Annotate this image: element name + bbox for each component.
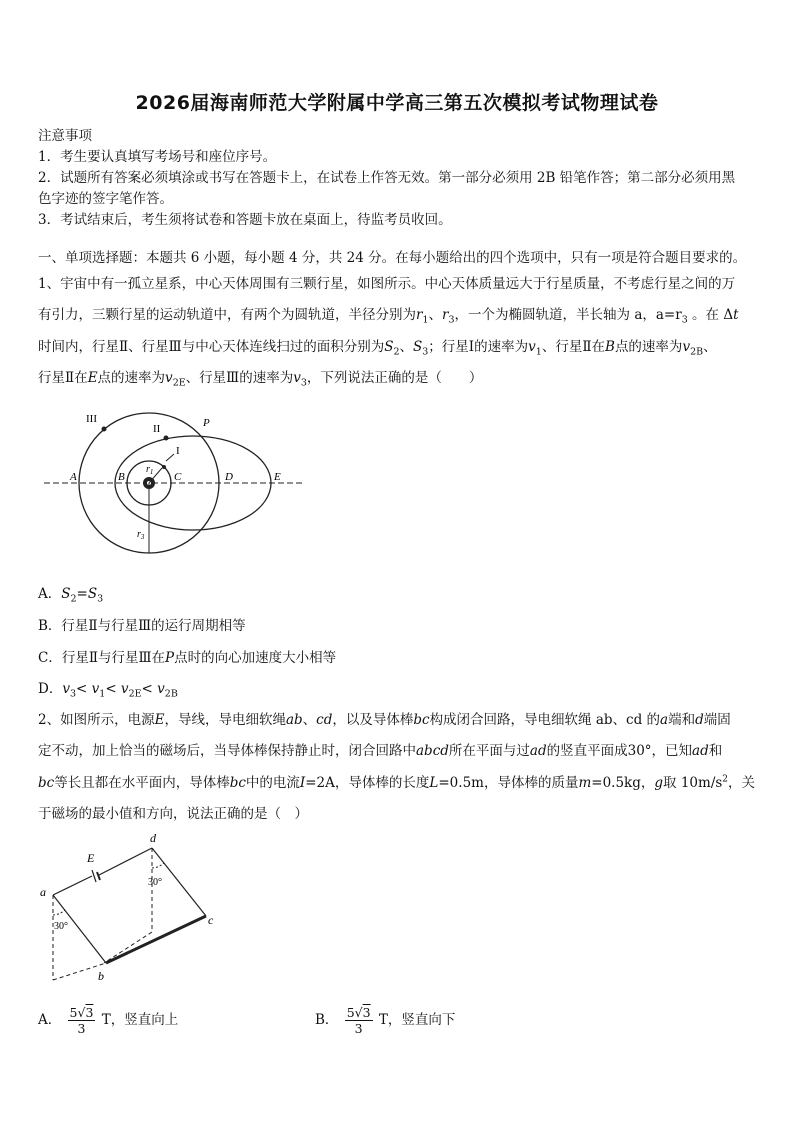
label-r1: $r_1$ <box>146 464 154 476</box>
fraction-a: $\frac{5√3}{3}$ <box>69 1005 94 1036</box>
q2-option-b[interactable]: B． $\frac{5√3}{3}$ T，竖直向下 <box>315 1005 456 1036</box>
label-c: C <box>174 471 182 483</box>
battery-long-plate <box>92 870 96 882</box>
wire-diagram <box>38 830 228 988</box>
planet-iii <box>102 427 107 432</box>
label-b: b <box>98 969 104 983</box>
label-e: E <box>274 471 281 483</box>
q1-line-3: 时间内，行星Ⅱ、行星Ⅲ与中心天体连线扫过的面积分别为$S_2$、$S_3$；行星Ⅰ的速率为$v_1$、行星Ⅱ在B点的速率为$v_{2B}$、 <box>38 339 717 358</box>
label-a: a <box>40 885 46 899</box>
planet-i <box>162 465 166 469</box>
label-d: d <box>150 831 156 845</box>
label-angle-a: 30° <box>54 921 68 932</box>
page-title: 2026届海南师范大学附属中学高三第五次模拟考试物理试卷 <box>135 92 659 114</box>
q2-line-4: 于磁场的最小值和方向，说法正确的是（ ） <box>38 806 308 822</box>
q1-option-c[interactable]: C．行星Ⅱ与行星Ⅲ在P点时的向心加速度大小相等 <box>38 650 337 666</box>
notice-item-3: 3．考试结束后，考生须将试卷和答题卡放在桌面上，待监考员收回。 <box>38 212 452 228</box>
orbit-diagram <box>38 402 318 557</box>
q1-option-a[interactable]: A．$S_2=S_3$ <box>38 586 104 605</box>
q1-option-d[interactable]: D．$v_3< v_1< v_{2E}< v_{2B}$ <box>38 681 178 700</box>
label-r3: $r_3$ <box>137 529 145 541</box>
notice-item-1: 1．考生要认真填写考场号和座位序号。 <box>38 149 277 165</box>
section-1-heading: 一、单项选择题：本题共 6 小题，每小题 4 分，共 24 分。在每小题给出的四个选项中，只有一项是符合题目要求的。 <box>38 250 747 266</box>
notice-heading: 注意事项 <box>38 128 92 144</box>
diagonal-dash <box>104 932 152 963</box>
angle-arc-d <box>152 863 164 868</box>
q2-line-2: 定不动，加上恰当的磁场后，当导体棒保持静止时，闭合回路中abcd所在平面与过ad的竖直平面成30°，已知ad和 <box>38 743 723 759</box>
q2-option-a[interactable]: A． $\frac{5√3}{3}$ T，竖直向上 <box>38 1005 179 1036</box>
q2-line-3: bc等长且都在水平面内，导体棒bc中的电流I=2A，导体棒的长度L=0.5m，导体棒的质量m=0.5kg，g取 $10m/s^2$，关 <box>38 774 756 791</box>
notice-item-2-cont: 色字迹的签字笔作答。 <box>38 191 173 207</box>
label-a: A <box>70 471 77 483</box>
label-iii: III <box>86 413 97 425</box>
label-c: c <box>208 913 214 927</box>
q1-line-2: 有引力，三颗行星的运动轨道中，有两个为圆轨道，半径分别为$r_1$、$r_3$，一个为椭圆轨道，半长轴为 a，$a=r_3$ 。在 Δt <box>38 307 739 326</box>
planet-i-pointer <box>166 454 174 461</box>
q1-line-4: 行星Ⅱ在E点的速率为$v_{2E}$、行星Ⅲ的速率为$v_3$，下列说法正确的是（ ） <box>38 370 483 389</box>
label-angle-d: 30° <box>148 877 162 888</box>
label-e: E <box>87 851 95 865</box>
conductor-rod-bc <box>106 916 206 963</box>
q1-option-b[interactable]: B．行星Ⅱ与行星Ⅲ的运行周期相等 <box>38 618 246 634</box>
notice-item-2: 2．试题所有答案必须填涂或书写在答题卡上，在试卷上作答无效。第一部分必须用 2B 铅笔作答；第二部分必须用黑 <box>38 170 736 186</box>
wire-a-battery <box>53 876 92 895</box>
label-ii: II <box>153 423 161 435</box>
planet-ii <box>164 436 169 441</box>
q2-line-1: 2、如图所示，电源E，导线，导电细软绳ab、cd，以及导体棒bc构成闭合回路，导电细软绳 ab、cd 的a端和d端固 <box>38 712 731 728</box>
battery-short-plate <box>97 872 100 880</box>
q1-line-1: 1、宇宙中有一孤立星系，中心天体周围有三颗行星，如图所示。中心天体质量远大于行星质量，不考虑行星之间的万 <box>38 276 736 292</box>
label-i: I <box>176 445 180 457</box>
label-b: B <box>118 471 125 483</box>
label-d: D <box>225 471 233 483</box>
wire-battery-d <box>99 848 152 875</box>
label-p: P <box>203 417 210 429</box>
fraction-b: $\frac{5√3}{3}$ <box>346 1005 371 1036</box>
angle-arc-a <box>53 910 65 915</box>
